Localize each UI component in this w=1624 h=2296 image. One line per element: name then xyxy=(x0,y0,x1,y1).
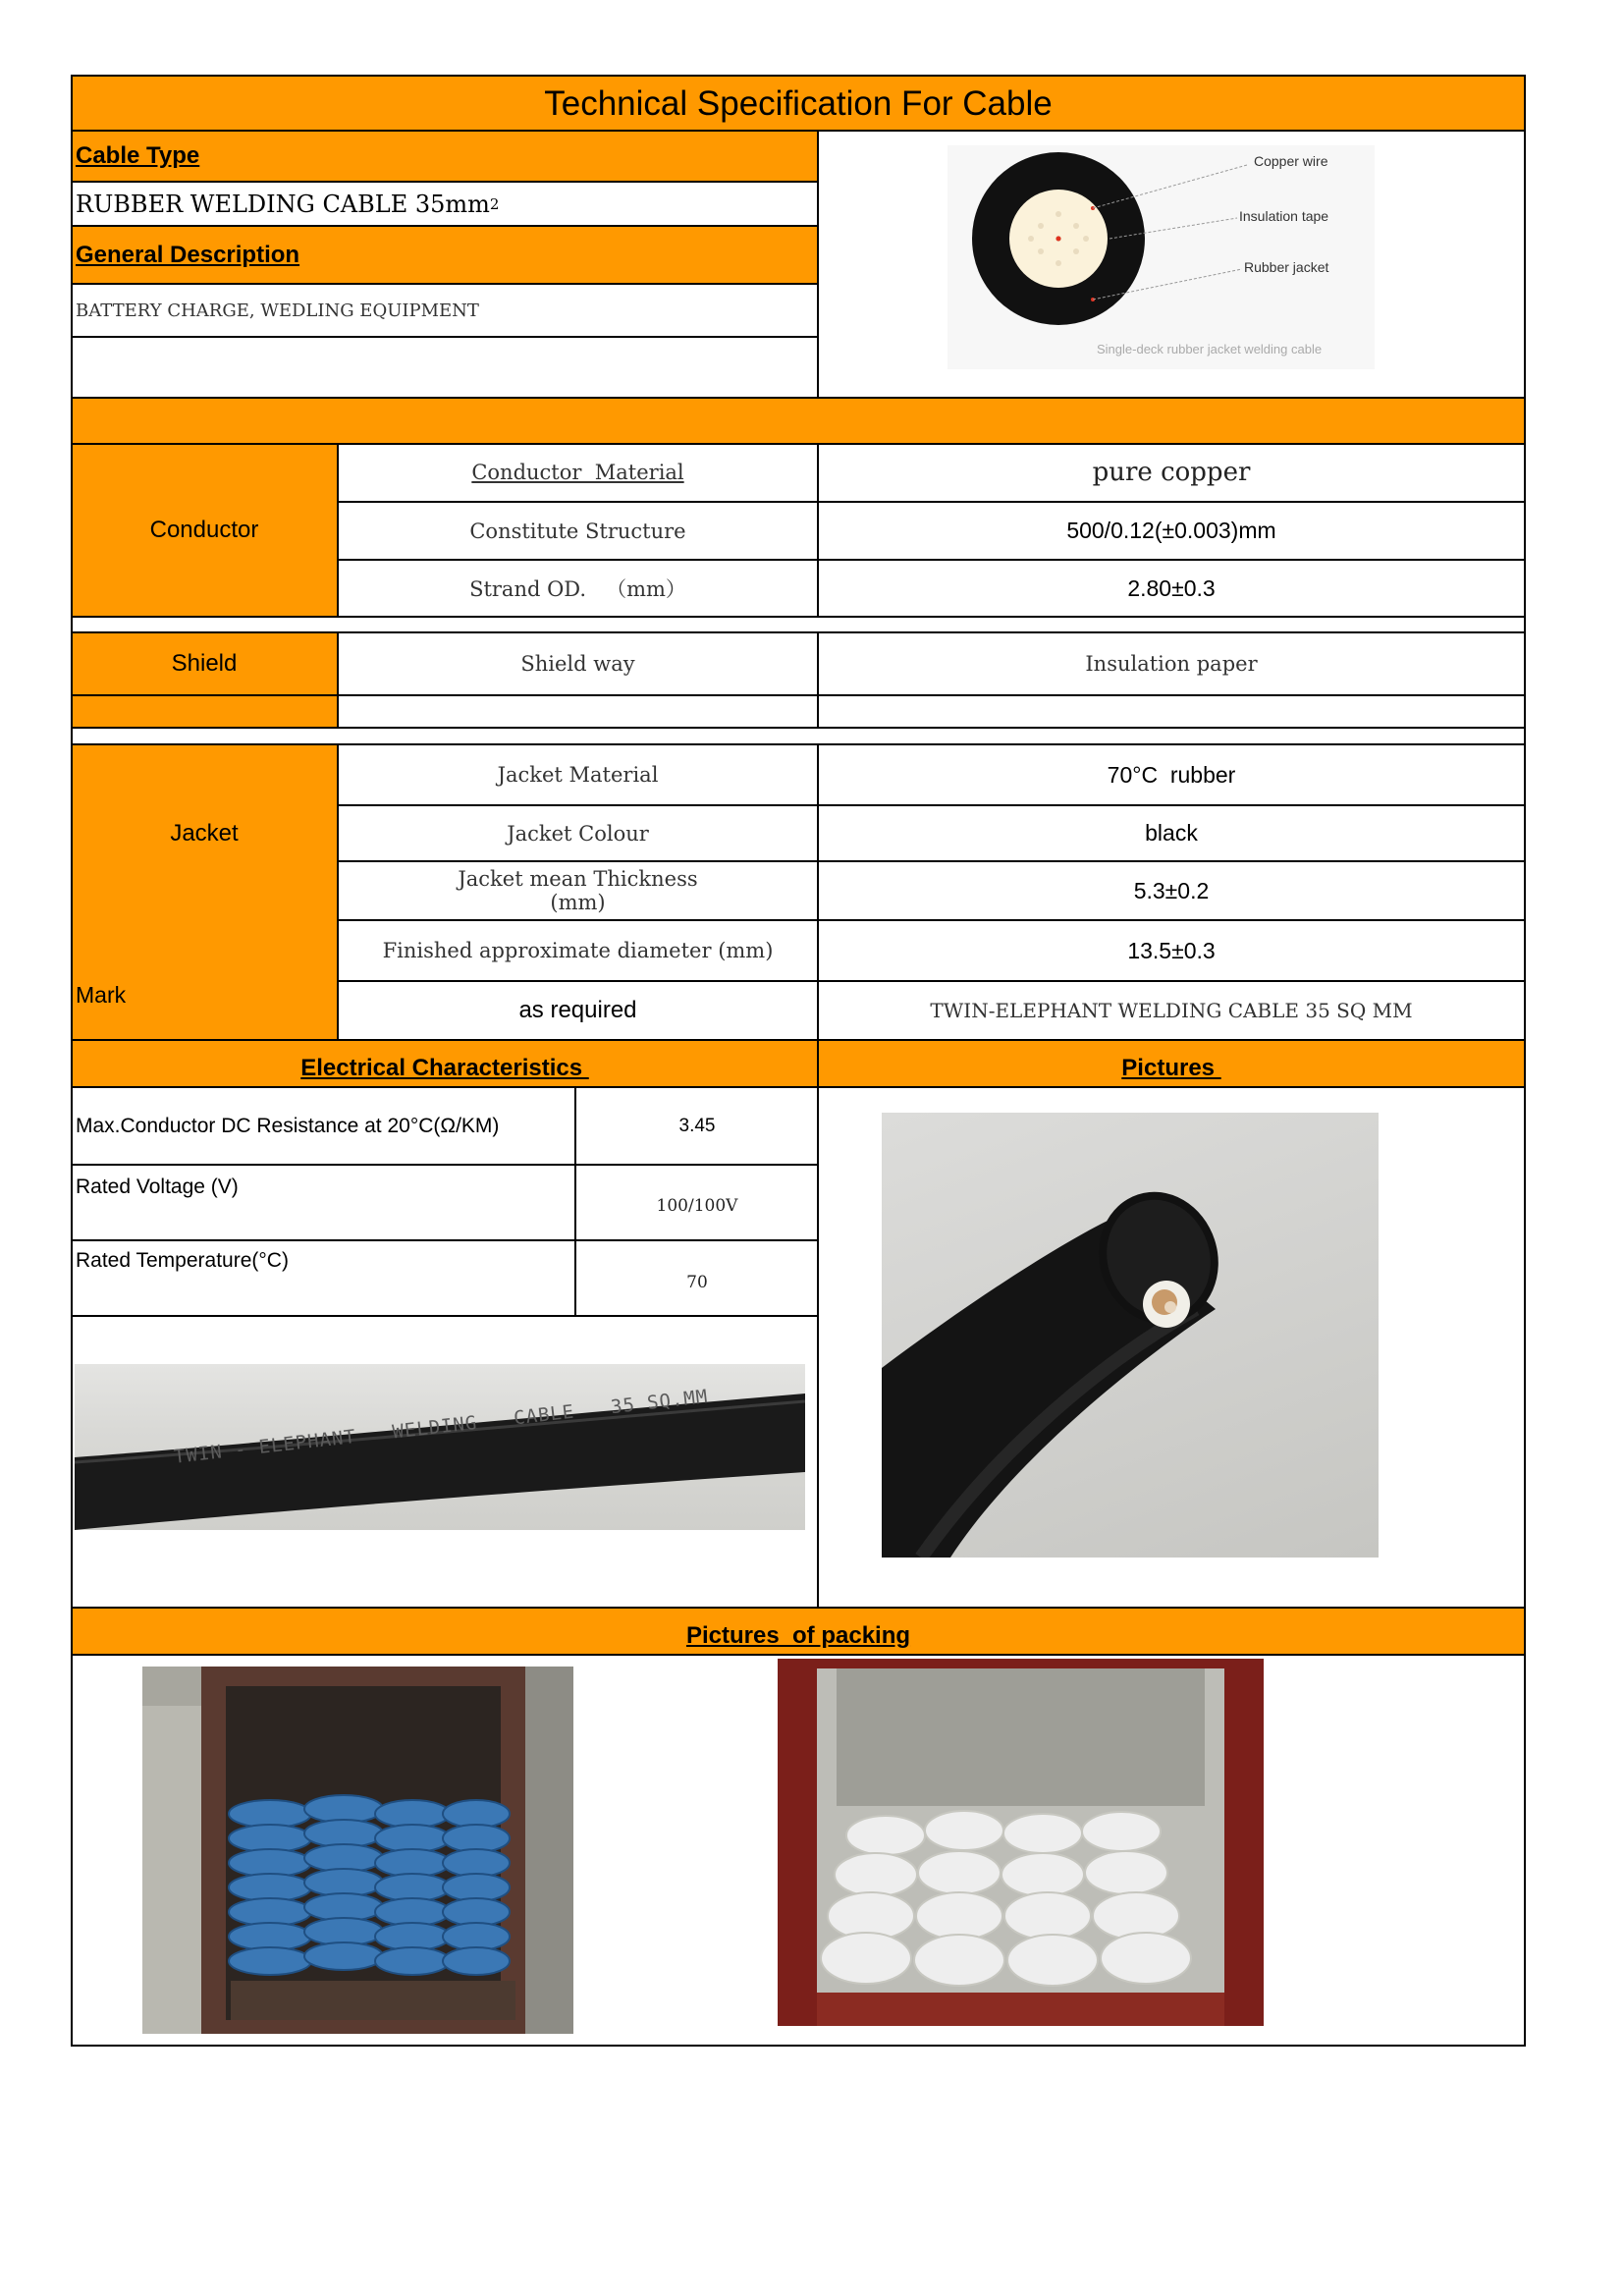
mark-heading: Mark xyxy=(76,982,127,1008)
rule xyxy=(71,1164,819,1166)
cable-cross-section-diagram xyxy=(947,145,1375,369)
conductor-material-value: pure copper xyxy=(1092,458,1251,487)
jacket-thickness-label-line1: Jacket mean Thickness xyxy=(458,867,698,891)
frame-top xyxy=(71,75,1526,77)
shield-way-label: Shield way xyxy=(520,652,635,676)
frame-bottom xyxy=(71,2045,1526,2047)
finished-diameter-value: 13.5±0.3 xyxy=(1127,937,1216,963)
rule xyxy=(71,1315,819,1317)
rated-voltage-label: Rated Voltage (V) xyxy=(76,1175,239,1198)
rule xyxy=(71,336,819,338)
rule xyxy=(71,727,1526,729)
mark-value: TWIN-ELEPHANT WELDING CABLE 35 SQ MM xyxy=(930,999,1413,1022)
rule xyxy=(71,1239,819,1241)
jacket-heading: Jacket xyxy=(170,820,239,847)
jacket-colour-value: black xyxy=(1145,820,1198,846)
rated-temperature-label: Rated Temperature(°C) xyxy=(76,1249,289,1272)
shield-way-value: Insulation paper xyxy=(1085,652,1258,676)
section-separator-bar xyxy=(72,398,1525,444)
conductor-heading: Conductor xyxy=(149,516,259,543)
cross-section-svg xyxy=(947,145,1375,369)
cable-type-superscript: 2 xyxy=(489,194,500,213)
cable-print-text: TWIN - ELEPHANT WELDING CABLE 35 SQ.MM xyxy=(173,1386,710,1468)
finished-diameter-label: Finished approximate diameter (mm) xyxy=(382,939,774,962)
rule xyxy=(71,1039,1526,1041)
cable-print-photo xyxy=(75,1364,805,1530)
packing-white-svg xyxy=(778,1659,1264,2026)
jacket-thickness-label xyxy=(339,862,817,919)
jacket-material-label: Jacket Material xyxy=(497,763,659,787)
shield-empty-bg xyxy=(72,695,338,728)
frame-right xyxy=(1524,75,1526,2047)
rule xyxy=(71,1607,1526,1609)
jacket-thickness-value: 5.3±0.2 xyxy=(1133,877,1210,903)
diagram-label-rubber-jacket: Rubber jacket xyxy=(1244,259,1329,275)
electrical-heading: Electrical Characteristics xyxy=(300,1055,589,1081)
rated-temperature-value: 70 xyxy=(686,1273,708,1292)
conductor-material-label: Conductor Material xyxy=(471,461,684,484)
packing-heading: Pictures of packing xyxy=(685,1622,911,1649)
packing-photo-blue-coils xyxy=(142,1667,573,2034)
cable-type-value-text: RUBBER WELDING CABLE 35mm xyxy=(76,190,490,218)
diagram-caption: Single-deck rubber jacket welding cable xyxy=(1097,342,1323,356)
packing-photo-white-coils xyxy=(778,1659,1264,2026)
cable-type-heading: Cable Type xyxy=(76,142,200,169)
rated-voltage-value: 100/100V xyxy=(656,1196,738,1216)
general-description-heading: General Description xyxy=(76,241,300,268)
diagram-label-insulation-tape: Insulation tape xyxy=(1239,208,1329,224)
diagram-label-copper-wire: Copper wire xyxy=(1254,153,1328,169)
rule xyxy=(71,616,1526,618)
strand-od-label: Strand OD. （mm） xyxy=(469,577,686,601)
general-description-value: BATTERY CHARGE, WEDLING EQUIPMENT xyxy=(76,300,479,321)
jacket-thickness-label-line2: (mm) xyxy=(550,891,606,914)
pictures-heading: Pictures xyxy=(1121,1055,1221,1081)
cable-end-photo xyxy=(882,1113,1379,1558)
strand-od-value: 2.80±0.3 xyxy=(1127,574,1216,601)
shield-heading: Shield xyxy=(171,650,238,677)
jacket-material-value: 70°C rubber xyxy=(1107,761,1236,788)
rule xyxy=(71,397,1526,399)
cable-end-svg xyxy=(882,1113,1379,1558)
rule xyxy=(71,694,1526,696)
page-title: Technical Specification For Cable xyxy=(544,84,1053,123)
mark-label: as required xyxy=(518,997,637,1023)
dc-resistance-value: 3.45 xyxy=(678,1115,716,1136)
jacket-colour-label: Jacket Colour xyxy=(507,821,649,846)
cable-type-value xyxy=(72,183,818,225)
constitute-structure-label: Constitute Structure xyxy=(469,519,686,543)
constitute-structure-value: 500/0.12(±0.003)mm xyxy=(1066,518,1276,543)
packing-blue-svg xyxy=(142,1667,573,2034)
dc-resistance-label: Max.Conductor DC Resistance at 20°C(Ω/KM) xyxy=(76,1114,500,1137)
